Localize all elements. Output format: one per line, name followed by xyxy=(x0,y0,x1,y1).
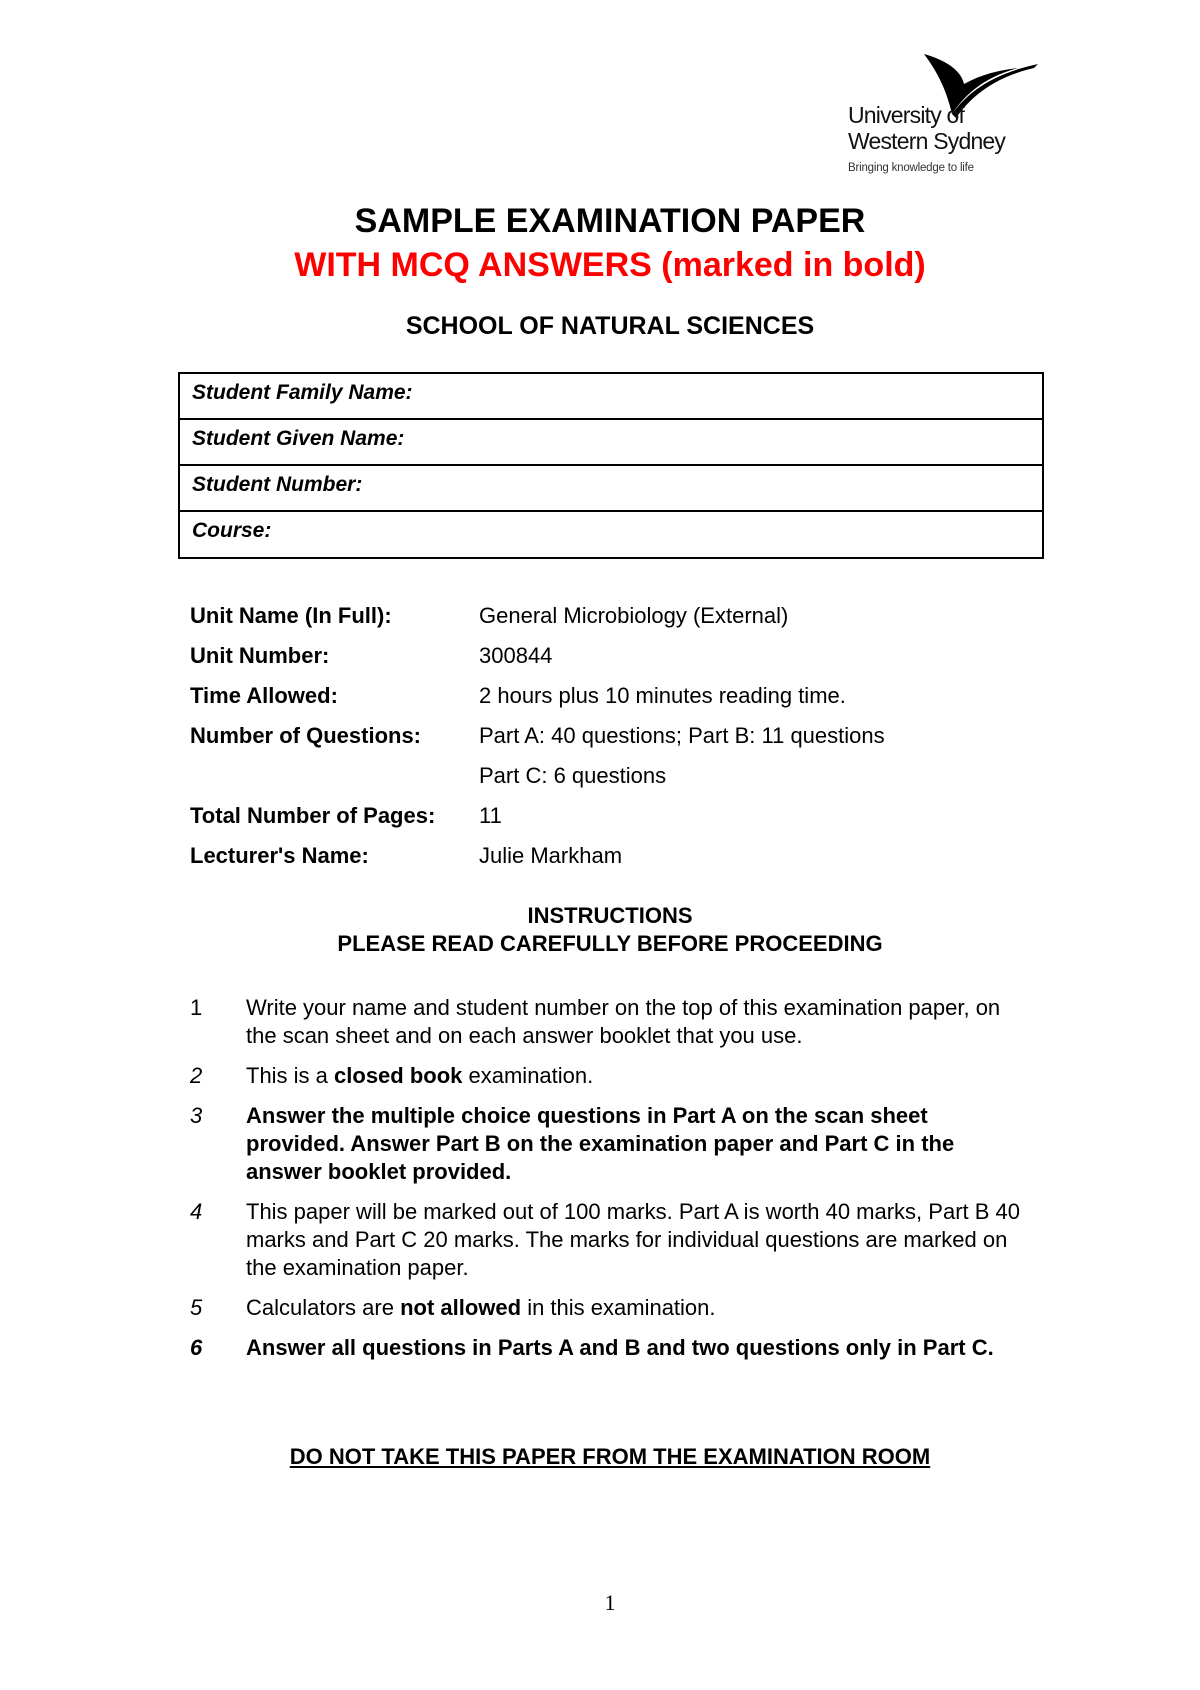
instruction-number: 5 xyxy=(190,1295,203,1320)
info-label: Total Number of Pages: xyxy=(190,803,436,828)
info-value: 2 hours plus 10 minutes reading time. xyxy=(479,683,846,708)
logo-line-1: University of xyxy=(848,102,965,128)
instructions-heading xyxy=(0,902,1200,958)
info-label: Time Allowed: xyxy=(190,683,338,708)
instruction-text-bold: not allowed xyxy=(400,1295,522,1320)
instruction-text-post: examination. xyxy=(462,1063,594,1088)
instruction-item xyxy=(190,1062,1020,1090)
instruction-item xyxy=(190,1198,1020,1282)
info-label: Lecturer's Name: xyxy=(190,843,369,868)
instruction-number: 6 xyxy=(190,1335,203,1360)
instruction-text-pre: This is a xyxy=(246,1063,335,1088)
instruction-item xyxy=(190,994,1020,1050)
instruction-number: 2 xyxy=(190,1063,203,1088)
page-number: 1 xyxy=(604,1590,616,1615)
instructions-heading-line-1: INSTRUCTIONS xyxy=(527,903,693,928)
instructions-list xyxy=(190,994,1020,1374)
instruction-item xyxy=(190,1334,1020,1362)
info-value: Part C: 6 questions xyxy=(479,763,667,788)
instruction-text: Answer the multiple choice questions in Part A on the scan sheet provided. Answer Part B on the examination paper and Part C in the answer booklet provided. xyxy=(246,1103,955,1184)
instruction-item xyxy=(190,1294,1020,1322)
student-family-name-field[interactable]: Student Family Name: xyxy=(180,374,1042,420)
student-details-table xyxy=(178,372,1044,559)
exam-room-warning: DO NOT TAKE THIS PAPER FROM THE EXAMINATION ROOM xyxy=(289,1444,931,1469)
instruction-item xyxy=(190,1102,1020,1186)
instruction-number: 4 xyxy=(190,1199,203,1224)
instruction-text-pre: Calculators are xyxy=(246,1295,401,1320)
instruction-text: Write your name and student number on the top of this examination paper, on the scan sheet and on each answer booklet that you use. xyxy=(246,995,1001,1048)
logo-line-2: Western Sydney xyxy=(848,128,1006,154)
instruction-text-post: in this examination. xyxy=(521,1295,716,1320)
info-label: Number of Questions: xyxy=(190,723,422,748)
page-subtitle: WITH MCQ ANSWERS (marked in bold) xyxy=(294,246,926,284)
student-number-field[interactable]: Student Number: xyxy=(180,466,1042,512)
info-value: General Microbiology (External) xyxy=(479,603,789,628)
info-value: 300844 xyxy=(479,643,553,668)
info-value: 11 xyxy=(479,803,502,828)
instruction-text-bold: closed book xyxy=(334,1063,463,1088)
info-label: Unit Name (In Full): xyxy=(190,603,392,628)
course-field[interactable]: Course: xyxy=(192,519,272,542)
info-label: Unit Number: xyxy=(190,643,330,668)
school-name: SCHOOL OF NATURAL SCIENCES xyxy=(405,312,815,340)
instruction-text: Answer all questions in Parts A and B and two questions only in Part C. xyxy=(246,1335,994,1360)
instruction-text: This paper will be marked out of 100 marks. Part A is worth 40 marks, Part B 40 marks and Part C 20 marks. The marks for individual questions are marked on the examination paper. xyxy=(246,1199,1020,1280)
instruction-number: 1 xyxy=(190,995,203,1020)
instructions-heading-line-2: PLEASE READ CAREFULLY BEFORE PROCEEDING xyxy=(337,931,883,956)
student-given-name-field[interactable]: Student Given Name: xyxy=(180,420,1042,466)
page-title: SAMPLE EXAMINATION PAPER xyxy=(354,202,866,240)
university-logo xyxy=(848,52,1038,177)
info-value: Julie Markham xyxy=(479,843,623,868)
logo-tagline: Bringing knowledge to life xyxy=(848,162,974,174)
info-value: Part A: 40 questions; Part B: 11 questions xyxy=(479,723,885,748)
instruction-number: 3 xyxy=(190,1103,203,1128)
